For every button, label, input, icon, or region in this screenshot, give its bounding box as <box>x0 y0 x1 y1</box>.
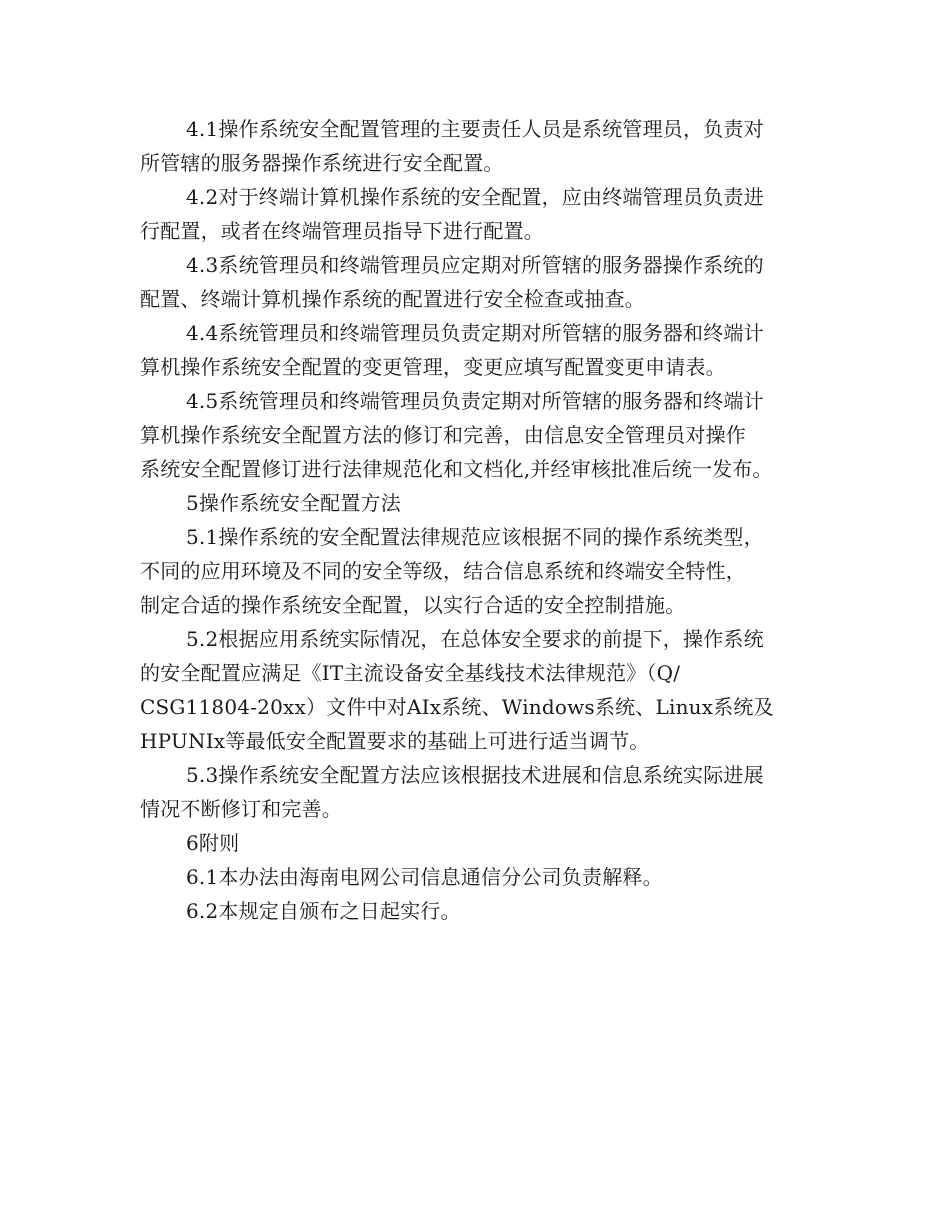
text-line: HPUNIx等最低安全配置要求的基础上可进行适当调节。 <box>140 729 650 753</box>
text-line: 6.2本规定自颁布之日起实行。 <box>186 899 461 923</box>
text-line: 系统安全配置修订进行法律规范化和文档化,并经审核批准后统一发布。 <box>140 457 773 481</box>
text-line: 4.2对于终端计算机操作系统的安全配置，应由终端管理员负责进 <box>186 185 764 209</box>
text-line: 6.1本办法由海南电网公司信息通信分公司负责解释。 <box>186 865 663 889</box>
text-line: 制定合适的操作系统安全配置，以实行合适的安全控制措施。 <box>140 593 686 617</box>
text-line: 情况不断修订和完善。 <box>140 797 342 821</box>
text-line: 4.5系统管理员和终端管理员负责定期对所管辖的服务器和终端计 <box>186 389 764 413</box>
text-line: 4.3系统管理员和终端管理员应定期对所管辖的服务器操作系统的 <box>186 253 764 277</box>
section-heading: 6附则 <box>186 831 240 855</box>
text-line: 5.3操作系统安全配置方法应该根据技术进展和信息系统实际进展 <box>186 763 764 787</box>
text-line: 算机操作系统安全配置方法的修订和完善，由信息安全管理员对操作 <box>140 423 746 447</box>
text-line: 5.2根据应用系统实际情况，在总体安全要求的前提下，操作系统 <box>186 627 764 651</box>
text-line: 配置、终端计算机操作系统的配置进行安全检查或抽查。 <box>140 287 645 311</box>
text-line: 4.1操作系统安全配置管理的主要责任人员是系统管理员，负责对 <box>186 117 764 141</box>
text-line: 4.4系统管理员和终端管理员负责定期对所管辖的服务器和终端计 <box>186 321 764 345</box>
text-line: 5.1操作系统的安全配置法律规范应该根据不同的操作系统类型， <box>186 525 764 549</box>
text-line: 的安全配置应满足《IT主流设备安全基线技术法律规范》（Q/ <box>140 661 681 685</box>
section-heading: 5操作系统安全配置方法 <box>186 491 401 515</box>
text-line: 算机操作系统安全配置的变更管理，变更应填写配置变更申请表。 <box>140 355 726 379</box>
text-line: 所管辖的服务器操作系统进行安全配置。 <box>140 151 504 175</box>
text-line: CSG11804-20xx）文件中对AIx系统、Windows系统、Linux系统及 <box>140 695 774 719</box>
document-body <box>140 112 820 928</box>
text-line: 不同的应用环境及不同的安全等级，结合信息系统和终端安全特性， <box>140 559 746 583</box>
text-line: 行配置，或者在终端管理员指导下进行配置。 <box>140 219 544 243</box>
